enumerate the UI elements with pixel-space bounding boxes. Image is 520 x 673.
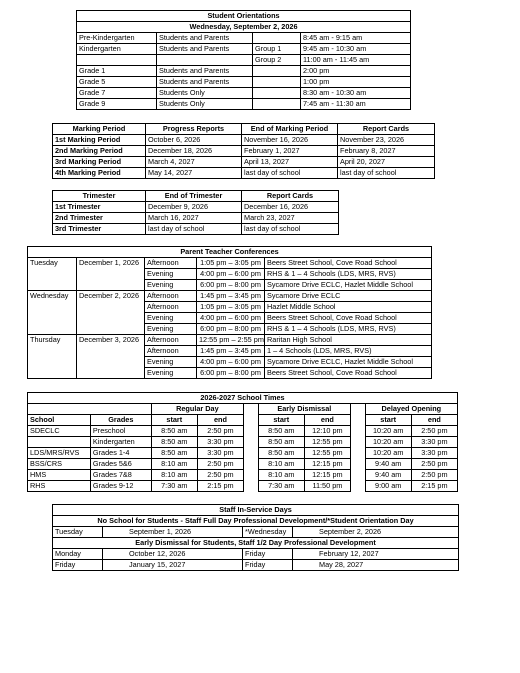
school-time-cell: 12:10 pm <box>304 426 350 437</box>
column-header: start <box>151 415 197 426</box>
table-row <box>28 437 458 448</box>
inservice-cell: Friday <box>53 560 103 571</box>
gap-cell <box>244 448 259 459</box>
marking-cell: 4th Marking Period <box>53 168 146 179</box>
gap-cell <box>350 448 365 459</box>
orientation-cell: 2:00 pm <box>301 66 411 77</box>
table-row <box>28 481 458 492</box>
orientation-cell: 8:30 am - 10:30 am <box>301 88 411 99</box>
trimester-cell: March 23, 2027 <box>242 213 339 224</box>
school-time-cell: 2:50 pm <box>411 470 457 481</box>
marking-cell: October 6, 2026 <box>146 135 242 146</box>
table-row <box>53 224 339 235</box>
group-header: Regular Day <box>151 404 243 415</box>
school-times-title: 2026-2027 School Times <box>28 393 458 404</box>
table-row <box>28 291 432 302</box>
gap-cell <box>350 470 365 481</box>
school-times-table <box>27 392 458 492</box>
orientation-cell <box>253 99 301 110</box>
marking-cell: 2nd Marking Period <box>53 146 146 157</box>
table-row <box>53 527 459 538</box>
marking-cell: November 23, 2026 <box>338 135 435 146</box>
column-header-row <box>28 415 458 426</box>
school-time-cell: LDS/MRS/RVS <box>28 448 91 459</box>
conference-time: 6:00 pm – 8:00 pm <box>197 368 265 379</box>
conference-session: Evening <box>145 324 197 335</box>
marking-cell: last day of school <box>338 168 435 179</box>
table-row <box>28 426 458 437</box>
conference-session: Evening <box>145 368 197 379</box>
orientations-date: Wednesday, September 2, 2026 <box>77 22 411 33</box>
school-time-cell: 2:50 pm <box>411 426 457 437</box>
school-time-cell: 2:50 pm <box>411 459 457 470</box>
conference-schools: Beers Street School, Cove Road School <box>265 368 432 379</box>
conference-session: Evening <box>145 269 197 280</box>
marking-cell: April 13, 2027 <box>242 157 338 168</box>
column-header: End of Marking Period <box>242 124 338 135</box>
school-time-cell: 8:10 am <box>151 470 197 481</box>
conference-time: 1:05 pm – 3:05 pm <box>197 258 265 269</box>
trimester-cell: March 16, 2027 <box>146 213 242 224</box>
column-header: Marking Period <box>53 124 146 135</box>
conference-session: Afternoon <box>145 335 197 346</box>
school-time-cell: 10:20 am <box>365 426 411 437</box>
school-time-cell: 9:00 am <box>365 481 411 492</box>
school-time-cell: 8:50 am <box>258 426 304 437</box>
school-time-cell: HMS <box>28 470 91 481</box>
school-time-cell: 11:50 pm <box>304 481 350 492</box>
orientation-cell <box>253 77 301 88</box>
orientation-cell: Students and Parents <box>157 77 253 88</box>
orientation-cell: Students and Parents <box>157 33 253 44</box>
table-row <box>77 33 411 44</box>
conference-schools: Sycamore Drive ECLC, Hazlet Middle School <box>265 280 432 291</box>
trimester-cell: last day of school <box>242 224 339 235</box>
school-time-cell: Grades 7&8 <box>90 470 151 481</box>
orientation-cell: 7:45 am - 11:30 am <box>301 99 411 110</box>
gap-cell <box>350 437 365 448</box>
column-header: end <box>304 415 350 426</box>
school-time-cell: 2:15 pm <box>197 481 243 492</box>
table-row <box>28 335 432 346</box>
inservice-title: Staff In-Service Days <box>53 505 459 516</box>
marking-cell: 1st Marking Period <box>53 135 146 146</box>
table-row <box>28 459 458 470</box>
school-time-cell: 3:30 pm <box>197 437 243 448</box>
conference-day: Thursday <box>28 335 77 379</box>
table-row <box>28 448 458 459</box>
inservice-cell: September 2, 2026 <box>293 527 459 538</box>
table-row <box>28 258 432 269</box>
inservice-cell: *Wednesday <box>243 527 293 538</box>
school-time-cell: RHS <box>28 481 91 492</box>
orientation-cell: Grade 9 <box>77 99 157 110</box>
orientation-cell <box>253 33 301 44</box>
inservice-cell: February 12, 2027 <box>293 549 459 560</box>
trimester-cell: December 9, 2026 <box>146 202 242 213</box>
gap-cell <box>244 404 259 415</box>
school-time-cell: 3:30 pm <box>411 437 457 448</box>
conference-time: 1:45 pm – 3:45 pm <box>197 346 265 357</box>
table-row <box>53 157 435 168</box>
school-time-cell: Kindergarten <box>90 437 151 448</box>
school-time-cell: Grades 1-4 <box>90 448 151 459</box>
gap-cell <box>244 481 259 492</box>
table-row <box>77 66 411 77</box>
orientation-cell: Grade 7 <box>77 88 157 99</box>
marking-cell: February 1, 2027 <box>242 146 338 157</box>
conference-schools: Sycamore Drive ECLC, Hazlet Middle School <box>265 357 432 368</box>
school-time-cell: 3:30 pm <box>197 448 243 459</box>
conference-time: 1:05 pm – 3:05 pm <box>197 302 265 313</box>
school-time-cell: 2:15 pm <box>411 481 457 492</box>
gap-cell <box>350 404 365 415</box>
conference-session: Evening <box>145 313 197 324</box>
gap-cell <box>244 415 259 426</box>
gap-cell <box>350 481 365 492</box>
table-row <box>53 146 435 157</box>
orientations-title: Student Orientations <box>77 11 411 22</box>
inservice-cell: Friday <box>243 549 293 560</box>
marking-cell: March 4, 2027 <box>146 157 242 168</box>
conference-time: 4:00 pm – 6:00 pm <box>197 313 265 324</box>
column-header: end <box>411 415 457 426</box>
table-row <box>53 135 435 146</box>
column-header: start <box>365 415 411 426</box>
inservice-sub1: No School for Students - Staff Full Day Professional Development/*Student Orientation Day <box>53 516 459 527</box>
student-orientations-table <box>76 10 411 110</box>
column-header: Report Cards <box>242 191 339 202</box>
conference-session: Evening <box>145 280 197 291</box>
orientation-cell: Pre-Kindergarten <box>77 33 157 44</box>
conference-schools: Raritan High School <box>265 335 432 346</box>
conference-time: 4:00 pm – 6:00 pm <box>197 357 265 368</box>
marking-cell: November 16, 2026 <box>242 135 338 146</box>
conference-schools: RHS & 1 – 4 Schools (LDS, MRS, RVS) <box>265 269 432 280</box>
table-row <box>28 470 458 481</box>
conference-schools: Beers Street School, Cove Road School <box>265 313 432 324</box>
inservice-cell: Tuesday <box>53 527 103 538</box>
column-header: End of Trimester <box>146 191 242 202</box>
orientation-cell: Students Only <box>157 88 253 99</box>
inservice-cell: January 15, 2027 <box>103 560 243 571</box>
school-time-cell: 7:30 am <box>151 481 197 492</box>
orientation-cell: Students and Parents <box>157 66 253 77</box>
header-row <box>53 124 435 135</box>
table-row <box>53 213 339 224</box>
school-time-cell: SDECLC <box>28 426 91 437</box>
school-time-cell: Grades 5&6 <box>90 459 151 470</box>
orientation-cell: Students Only <box>157 99 253 110</box>
table-row <box>77 55 411 66</box>
column-header: end <box>197 415 243 426</box>
marking-period-table <box>52 123 435 179</box>
column-header: Progress Reports <box>146 124 242 135</box>
trimester-cell: 1st Trimester <box>53 202 146 213</box>
inservice-table <box>52 504 459 571</box>
school-time-cell: 9:40 am <box>365 470 411 481</box>
group-header: Delayed Opening <box>365 404 457 415</box>
conference-schools: Beers Street School, Cove Road School <box>265 258 432 269</box>
marking-cell: May 14, 2027 <box>146 168 242 179</box>
column-header: School <box>28 415 91 426</box>
table-row <box>77 77 411 88</box>
group-header-row <box>28 404 458 415</box>
conference-time: 4:00 pm – 6:00 pm <box>197 269 265 280</box>
conference-schools: 1 – 4 Schools (LDS, MRS, RVS) <box>265 346 432 357</box>
school-time-cell: 8:10 am <box>258 470 304 481</box>
orientation-cell: Grade 5 <box>77 77 157 88</box>
marking-cell: February 8, 2027 <box>338 146 435 157</box>
conference-schools: Sycamore Drive ECLC <box>265 291 432 302</box>
orientation-cell <box>253 88 301 99</box>
header-row <box>53 191 339 202</box>
table-row <box>77 88 411 99</box>
orientation-cell: 11:00 am - 11:45 am <box>301 55 411 66</box>
inservice-sub2: Early Dismissal for Students, Staff 1/2 Day Professional Development <box>53 538 459 549</box>
inservice-cell: September 1, 2026 <box>103 527 243 538</box>
school-time-cell: 8:50 am <box>258 448 304 459</box>
conference-session: Afternoon <box>145 258 197 269</box>
school-time-cell: 12:55 pm <box>304 437 350 448</box>
school-time-cell: 12:15 pm <box>304 470 350 481</box>
school-time-cell: Preschool <box>90 426 151 437</box>
orientation-cell: Students and Parents <box>157 44 253 55</box>
gap-cell <box>350 415 365 426</box>
orientation-cell <box>253 66 301 77</box>
conference-schools: Hazlet Middle School <box>265 302 432 313</box>
orientation-cell <box>157 55 253 66</box>
conference-date: December 3, 2026 <box>77 335 145 379</box>
column-header: Trimester <box>53 191 146 202</box>
orientation-cell: Group 2 <box>253 55 301 66</box>
gap-cell <box>244 459 259 470</box>
orientation-cell: 8:45 am - 9:15 am <box>301 33 411 44</box>
trimester-cell: last day of school <box>146 224 242 235</box>
school-time-cell: 12:55 pm <box>304 448 350 459</box>
school-time-cell: 8:50 am <box>258 437 304 448</box>
orientation-cell: Group 1 <box>253 44 301 55</box>
trimester-cell: 2nd Trimester <box>53 213 146 224</box>
school-time-cell: 7:30 am <box>258 481 304 492</box>
inservice-cell: Friday <box>243 560 293 571</box>
conference-time: 1:45 pm – 3:45 pm <box>197 291 265 302</box>
orientation-cell <box>77 55 157 66</box>
table-row <box>77 44 411 55</box>
conferences-title: Parent Teacher Conferences <box>28 247 432 258</box>
conference-session: Afternoon <box>145 346 197 357</box>
gap-cell <box>350 426 365 437</box>
column-header: start <box>258 415 304 426</box>
marking-cell: December 18, 2026 <box>146 146 242 157</box>
inservice-cell: October 12, 2026 <box>103 549 243 560</box>
group-header: Early Dismissal <box>258 404 350 415</box>
school-time-cell: 2:50 pm <box>197 459 243 470</box>
gap-cell <box>244 426 259 437</box>
marking-cell: 3rd Marking Period <box>53 157 146 168</box>
trimester-table <box>52 190 339 235</box>
school-time-cell: 8:50 am <box>151 437 197 448</box>
school-time-cell: 8:50 am <box>151 426 197 437</box>
conference-time: 6:00 pm – 8:00 pm <box>197 324 265 335</box>
school-time-cell: 9:40 am <box>365 459 411 470</box>
conference-date: December 2, 2026 <box>77 291 145 335</box>
column-header: Report Cards <box>338 124 435 135</box>
inservice-cell: May 28, 2027 <box>293 560 459 571</box>
conference-session: Afternoon <box>145 291 197 302</box>
school-time-cell: 2:50 pm <box>197 426 243 437</box>
trimester-cell: December 16, 2026 <box>242 202 339 213</box>
conference-session: Evening <box>145 357 197 368</box>
gap-cell <box>350 459 365 470</box>
school-time-cell: 10:20 am <box>365 448 411 459</box>
orientation-cell: Grade 1 <box>77 66 157 77</box>
conferences-table <box>27 246 432 379</box>
table-row <box>53 560 459 571</box>
marking-cell: April 20, 2027 <box>338 157 435 168</box>
conference-session: Afternoon <box>145 302 197 313</box>
orientation-cell: Kindergarten <box>77 44 157 55</box>
school-time-cell: 8:50 am <box>151 448 197 459</box>
table-row <box>53 549 459 560</box>
school-time-cell <box>28 437 91 448</box>
school-time-cell: 8:10 am <box>258 459 304 470</box>
gap-cell <box>244 470 259 481</box>
conference-time: 12:55 pm – 2:55 pm <box>197 335 265 346</box>
blank-cell <box>28 404 152 415</box>
column-header: Grades <box>90 415 151 426</box>
inservice-cell: Monday <box>53 549 103 560</box>
conference-date: December 1, 2026 <box>77 258 145 291</box>
table-row <box>77 99 411 110</box>
conference-day: Tuesday <box>28 258 77 291</box>
conference-time: 6:00 pm – 8:00 pm <box>197 280 265 291</box>
trimester-cell: 3rd Trimester <box>53 224 146 235</box>
conference-schools: RHS & 1 – 4 Schools (LDS, MRS, RVS) <box>265 324 432 335</box>
table-row <box>53 168 435 179</box>
school-time-cell: 10:20 am <box>365 437 411 448</box>
marking-cell: last day of school <box>242 168 338 179</box>
school-time-cell: BSS/CRS <box>28 459 91 470</box>
orientation-cell: 1:00 pm <box>301 77 411 88</box>
school-time-cell: 8:10 am <box>151 459 197 470</box>
table-row <box>53 202 339 213</box>
school-time-cell: Grades 9-12 <box>90 481 151 492</box>
conference-day: Wednesday <box>28 291 77 335</box>
orientation-cell: 9:45 am - 10:30 am <box>301 44 411 55</box>
school-time-cell: 12:15 pm <box>304 459 350 470</box>
school-time-cell: 2:50 pm <box>197 470 243 481</box>
school-time-cell: 3:30 pm <box>411 448 457 459</box>
gap-cell <box>244 437 259 448</box>
